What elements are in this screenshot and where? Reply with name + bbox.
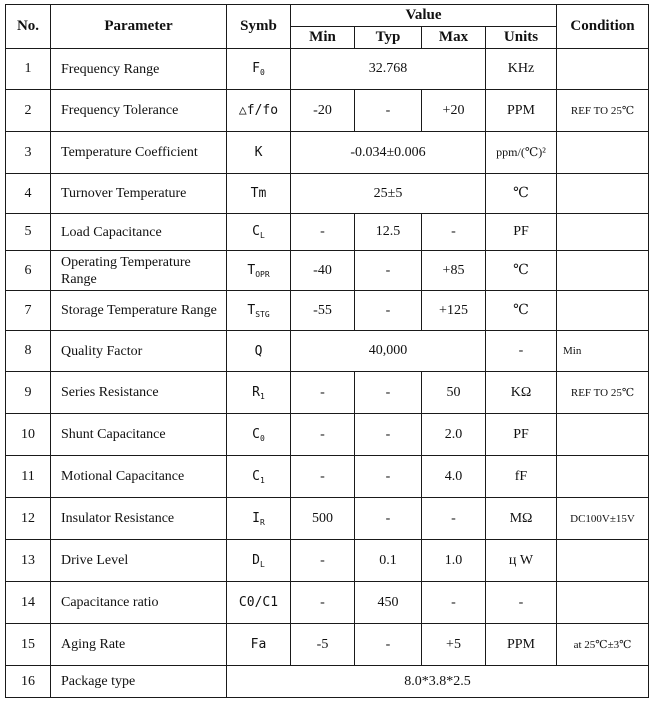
- table-row: [6, 174, 649, 214]
- row-no: 12: [6, 498, 51, 540]
- row-condition: Min: [557, 331, 649, 372]
- row-condition: [557, 582, 649, 624]
- row-min: -: [291, 214, 355, 251]
- row-min: -: [291, 540, 355, 582]
- table-row: [6, 624, 649, 666]
- row-condition: DC100V±15V: [557, 498, 649, 540]
- table-row: [6, 90, 649, 132]
- row-typ: -: [355, 624, 422, 666]
- row-symbol: C0/C1: [227, 582, 291, 624]
- row-typ: 450: [355, 582, 422, 624]
- header-value: Value: [291, 5, 557, 27]
- spec-table: [5, 4, 649, 698]
- row-symbol: $F_0$: [227, 49, 291, 90]
- row-typ: 0.1: [355, 540, 422, 582]
- table-row: [6, 132, 649, 174]
- row-min: -20: [291, 90, 355, 132]
- row-no: 3: [6, 132, 51, 174]
- row-symbol: $C_0$: [227, 414, 291, 456]
- row-max: -: [422, 582, 486, 624]
- row-typ: 25±5: [291, 174, 486, 214]
- row-condition: REF TO 25℃: [557, 372, 649, 414]
- table-row: [6, 331, 649, 372]
- row-typ: -: [355, 498, 422, 540]
- row-min: -: [291, 414, 355, 456]
- row-parameter: Drive Level: [51, 540, 227, 582]
- row-units: PPM: [486, 90, 557, 132]
- row-min: -: [291, 582, 355, 624]
- row-max: 50: [422, 372, 486, 414]
- row-units: ℃: [486, 174, 557, 214]
- row-parameter: Turnover Temperature: [51, 174, 227, 214]
- header-symb: Symb: [227, 5, 291, 49]
- row-typ: -: [355, 90, 422, 132]
- row-parameter: Insulator Resistance: [51, 498, 227, 540]
- row-condition: [557, 132, 649, 174]
- row-units: ц W: [486, 540, 557, 582]
- row-typ: -: [355, 414, 422, 456]
- row-units: ℃: [486, 251, 557, 291]
- row-units: KHz: [486, 49, 557, 90]
- row-max: 4.0: [422, 456, 486, 498]
- row-min: -40: [291, 251, 355, 291]
- row-parameter: Storage Temperature Range: [51, 291, 227, 331]
- row-no: 9: [6, 372, 51, 414]
- header-min: Min: [291, 27, 355, 49]
- row-no: 7: [6, 291, 51, 331]
- row-min: -: [291, 372, 355, 414]
- row-symbol: $C_1$: [227, 456, 291, 498]
- row-condition: [557, 251, 649, 291]
- row-max: +85: [422, 251, 486, 291]
- table-row: [6, 666, 649, 698]
- row-units: -: [486, 582, 557, 624]
- row-no: 5: [6, 214, 51, 251]
- row-condition: [557, 456, 649, 498]
- row-typ: -: [355, 251, 422, 291]
- table-row: [6, 456, 649, 498]
- row-parameter: Quality Factor: [51, 331, 227, 372]
- table-row: [6, 291, 649, 331]
- row-no: 11: [6, 456, 51, 498]
- row-typ: 40,000: [291, 331, 486, 372]
- row-symbol: △f/fo: [227, 90, 291, 132]
- row-parameter: Load Capacitance: [51, 214, 227, 251]
- row-symbol: Fa: [227, 624, 291, 666]
- row-min: -: [291, 456, 355, 498]
- row-no: 10: [6, 414, 51, 456]
- header-typ: Typ: [355, 27, 422, 49]
- table-row: [6, 372, 649, 414]
- row-no: 2: [6, 90, 51, 132]
- row-condition: REF TO 25℃: [557, 90, 649, 132]
- row-no: 6: [6, 251, 51, 291]
- row-parameter: Package type: [51, 666, 227, 698]
- row-parameter: Aging Rate: [51, 624, 227, 666]
- row-units: ppm/(℃)²: [486, 132, 557, 174]
- row-no: 1: [6, 49, 51, 90]
- row-condition: [557, 49, 649, 90]
- row-condition: [557, 291, 649, 331]
- row-parameter: Frequency Range: [51, 49, 227, 90]
- row-parameter: Operating Temperature Range: [51, 251, 227, 291]
- row-package-value: 8.0*3.8*2.5: [227, 666, 649, 698]
- row-condition: [557, 414, 649, 456]
- row-condition: [557, 540, 649, 582]
- header-condition: Condition: [557, 5, 649, 49]
- row-typ: -: [355, 372, 422, 414]
- row-typ: -0.034±0.006: [291, 132, 486, 174]
- row-max: -: [422, 498, 486, 540]
- row-condition: [557, 174, 649, 214]
- table-row: [6, 251, 649, 291]
- header-no: No.: [6, 5, 51, 49]
- row-condition: [557, 214, 649, 251]
- row-units: -: [486, 331, 557, 372]
- row-parameter: Motional Capacitance: [51, 456, 227, 498]
- row-max: 2.0: [422, 414, 486, 456]
- row-units: MΩ: [486, 498, 557, 540]
- row-typ: -: [355, 456, 422, 498]
- row-symbol: $T_{OPR}$: [227, 251, 291, 291]
- row-no: 15: [6, 624, 51, 666]
- row-symbol: $R_1$: [227, 372, 291, 414]
- row-units: KΩ: [486, 372, 557, 414]
- header-parameter: Parameter: [51, 5, 227, 49]
- row-symbol: $I_R$: [227, 498, 291, 540]
- table-row: [6, 582, 649, 624]
- row-no: 16: [6, 666, 51, 698]
- row-min: -5: [291, 624, 355, 666]
- row-symbol: K: [227, 132, 291, 174]
- row-symbol: $C_L$: [227, 214, 291, 251]
- header-units: Units: [486, 27, 557, 49]
- row-units: fF: [486, 456, 557, 498]
- row-units: PPM: [486, 624, 557, 666]
- row-typ: 32.768: [291, 49, 486, 90]
- row-max: +125: [422, 291, 486, 331]
- row-parameter: Frequency Tolerance: [51, 90, 227, 132]
- table-row: [6, 49, 649, 90]
- row-units: ℃: [486, 291, 557, 331]
- row-parameter: Shunt Capacitance: [51, 414, 227, 456]
- row-units: PF: [486, 414, 557, 456]
- row-parameter: Capacitance ratio: [51, 582, 227, 624]
- table-row: [6, 498, 649, 540]
- row-min: 500: [291, 498, 355, 540]
- row-parameter: Series Resistance: [51, 372, 227, 414]
- row-min: -55: [291, 291, 355, 331]
- row-no: 4: [6, 174, 51, 214]
- row-parameter: Temperature Coefficient: [51, 132, 227, 174]
- header-row: [6, 5, 649, 27]
- table-row: [6, 540, 649, 582]
- row-symbol: Tm: [227, 174, 291, 214]
- row-typ: -: [355, 291, 422, 331]
- row-max: 1.0: [422, 540, 486, 582]
- row-max: -: [422, 214, 486, 251]
- table-row: [6, 214, 649, 251]
- row-no: 13: [6, 540, 51, 582]
- row-symbol: $T_{STG}$: [227, 291, 291, 331]
- row-no: 14: [6, 582, 51, 624]
- row-units: PF: [486, 214, 557, 251]
- row-max: +5: [422, 624, 486, 666]
- row-condition: at 25℃±3℃: [557, 624, 649, 666]
- row-no: 8: [6, 331, 51, 372]
- row-typ: 12.5: [355, 214, 422, 251]
- row-max: +20: [422, 90, 486, 132]
- header-max: Max: [422, 27, 486, 49]
- row-symbol: Q: [227, 331, 291, 372]
- table-row: [6, 414, 649, 456]
- row-symbol: $D_L$: [227, 540, 291, 582]
